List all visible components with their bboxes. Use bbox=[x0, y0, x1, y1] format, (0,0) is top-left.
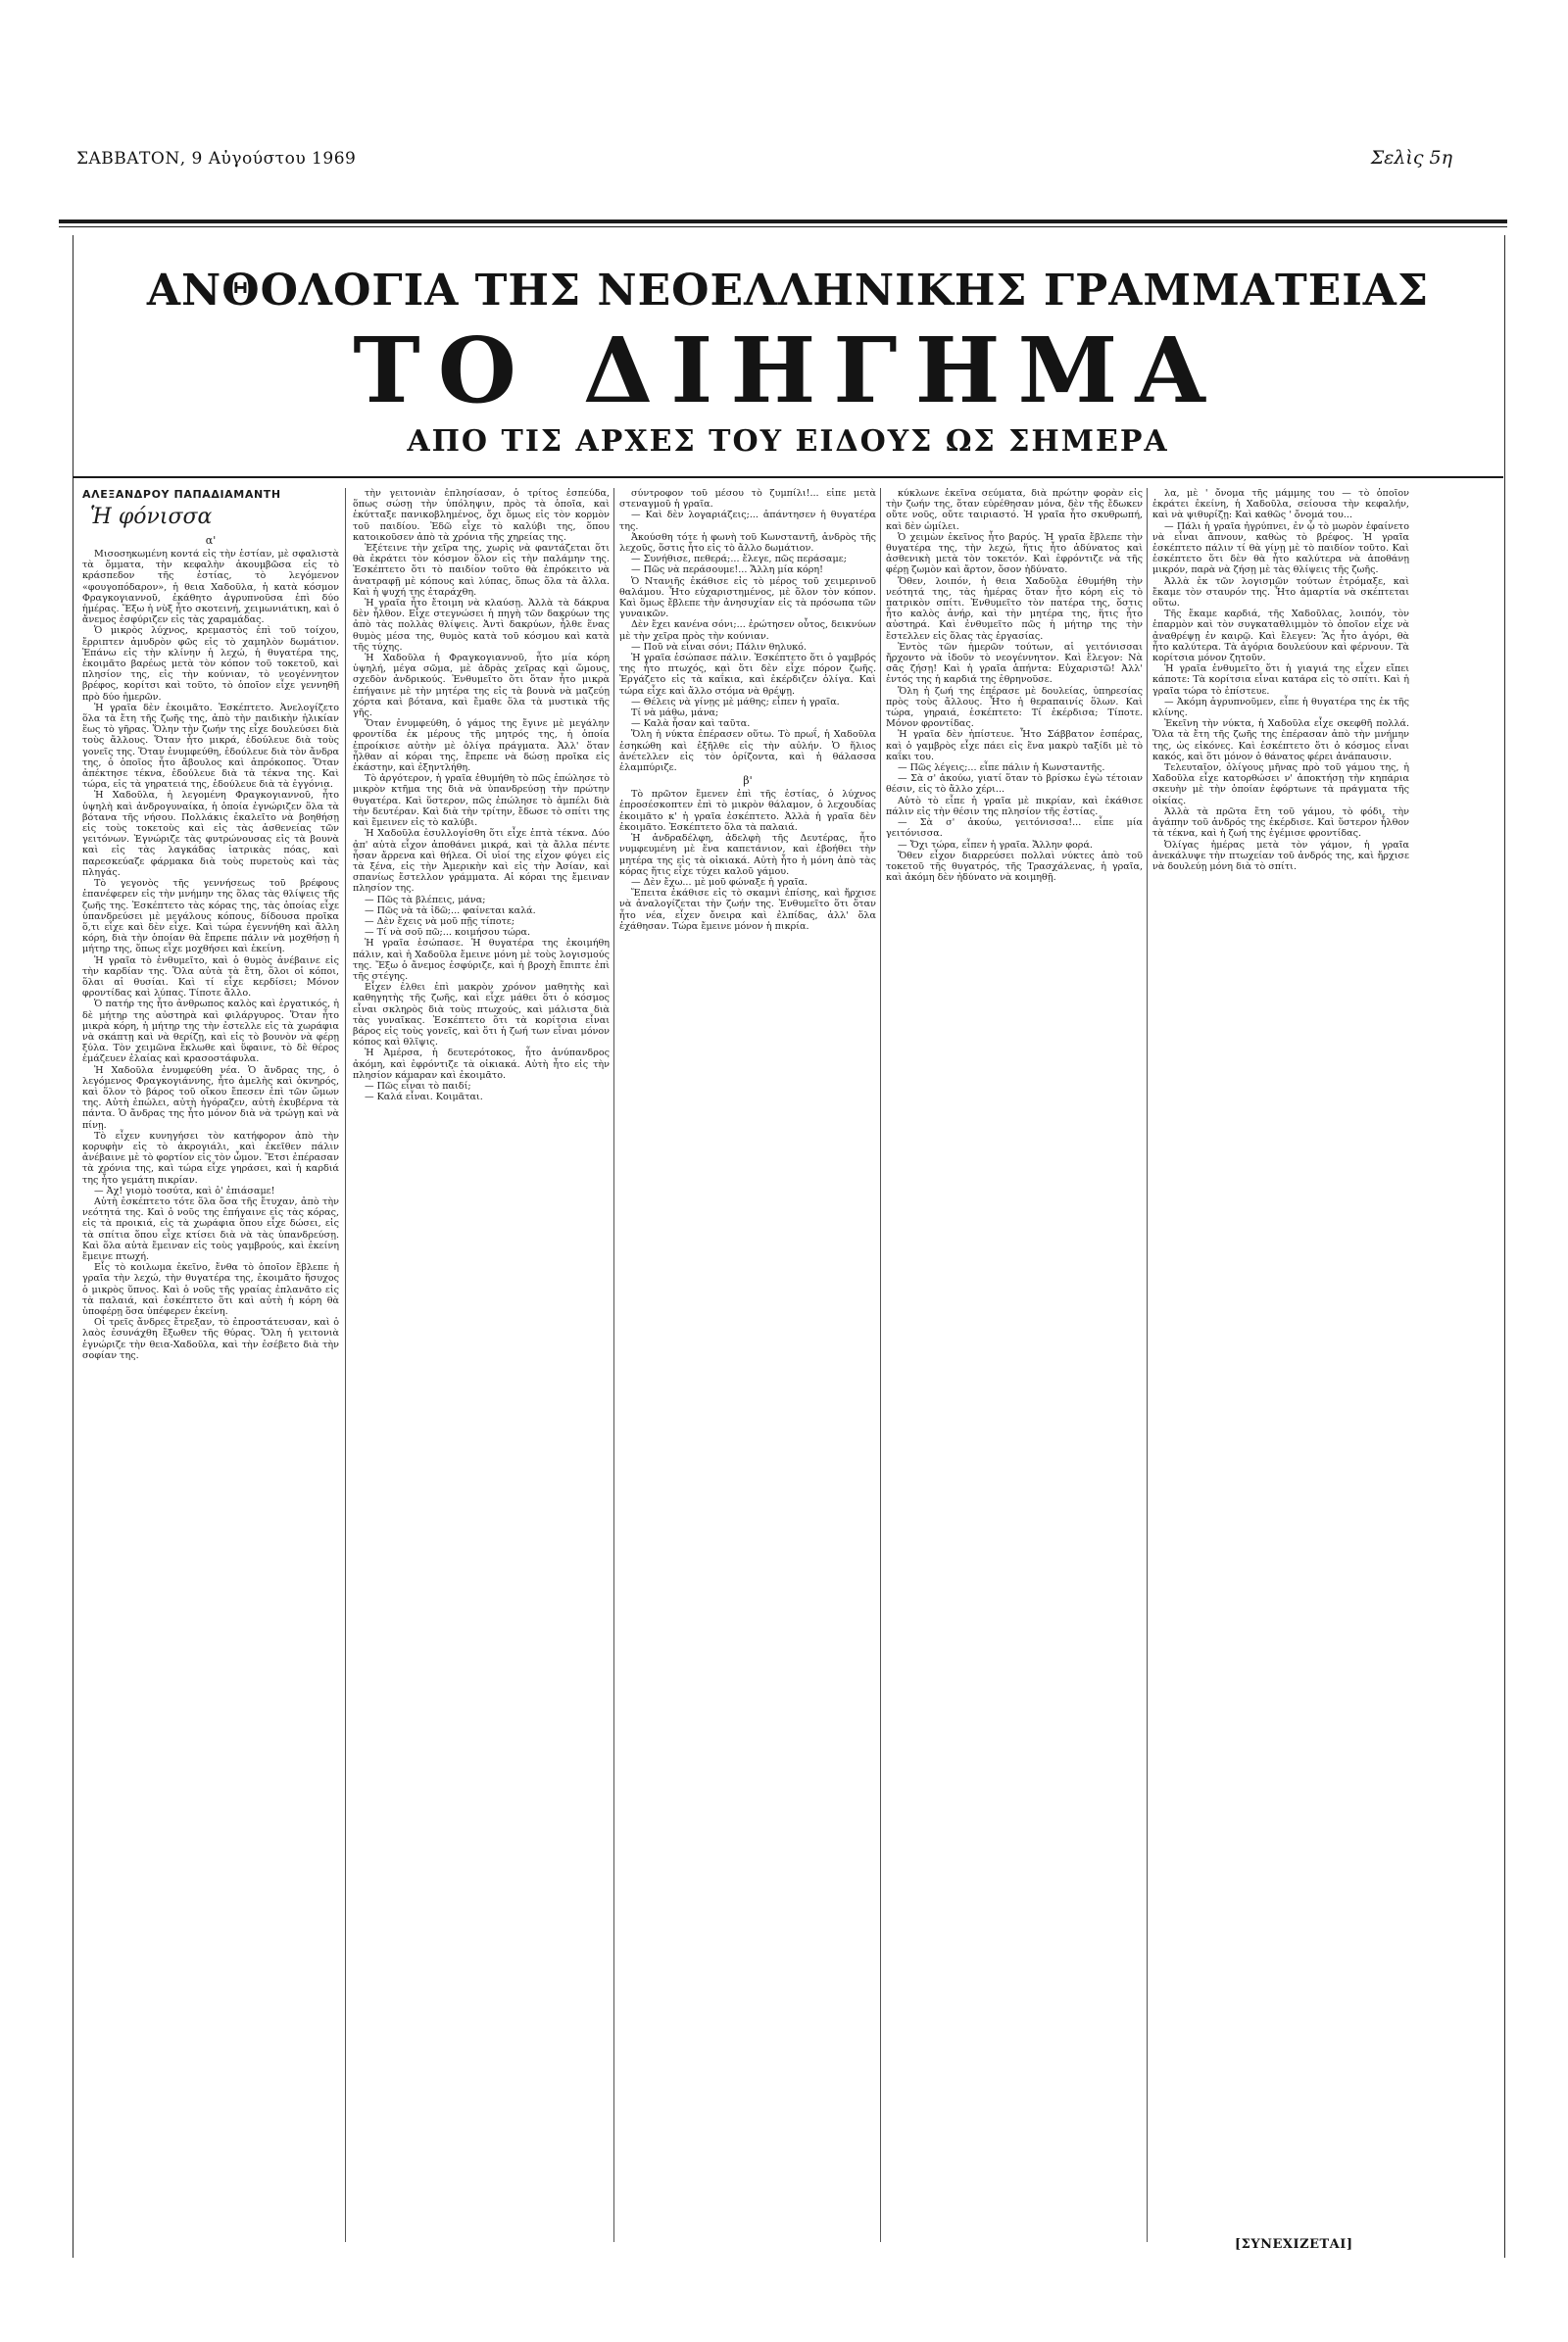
paragraph: Εἶς τὸ κοιλωμα ἐκεῖνο, ἔνθα τὸ ὁποῖον ἔβλεπε ἡ γραῖα τὴν λεχώ, τὴν θυγατέρα της, ἐκοιμᾶτο ἥσυχος ὁ μικρὸς ὕπνος. Καὶ ὁ νοῦς τῆς γραίας ἐπλανᾶτο εἰς τὰ παλαιά, καὶ ἐσκέπτετο ὅτι καὶ αὐτὴ ἡ κόρη θὰ ὑποφέρῃ ὅσα ὑπέφερεν ἐκείνη. bbox=[82, 1262, 339, 1318]
paragraph: — Σὰ σ' ἀκούω, γιατί ὅταν τὸ βρίσκω ἐγὼ τέτοιαν θέσιν, εἰς τὸ ἄλλο χέρι... bbox=[886, 773, 1143, 796]
paragraph: σύντροφον τοῦ μέσου τὸ ζυμπίλι!... εἶπε μετὰ στεναγμοῦ ἡ γραῖα. bbox=[619, 488, 876, 511]
paragraph: Ἐκεῖνη τὴν νύκτα, ἡ Χαδοῦλα εἶχε σκεφθῆ πολλά. Ὅλα τὰ ἔτη τῆς ζωῆς της ἐπέρασαν ἀπὸ τὴν μνήμην της, ὡς εἰκόνες. Καὶ ἐσκέπτετο ὅτι ὁ κόσμος εἶναι κακός, καὶ ὅτι μόνον ὁ θάνατος φέρει ἀνάπαυσιν. bbox=[1152, 718, 1409, 762]
paragraph: — Ἀκόμη ἀγρυπνοῦμεν, εἶπε ἡ θυγατέρα της ἐκ τῆς κλίνης. bbox=[1152, 696, 1409, 719]
paragraph: — Δὲν ἔχω... μὲ μοῦ φώναξε ἡ γραῖα. bbox=[631, 876, 808, 888]
paragraph: — Πῶς εἶναι τὸ παιδί; bbox=[365, 1080, 471, 1092]
anthology-heading: ΑΝΘΟΛΟΓΙΑ ΤΗΣ ΝΕΟΕΛΛΗΝΙΚΗΣ ΓΡΑΜΜΑΤΕΙΑΣ bbox=[146, 266, 1430, 316]
story-title: Ἡ φόνισσα bbox=[90, 505, 213, 529]
text-column-5 bbox=[1152, 488, 1409, 2252]
paragraph: Ἀκούσθη τότε ἡ φωνὴ τοῦ Κωνσταντῆ, ἀνδρὸς τῆς λεχοῦς, ὅστις ἦτο εἰς τὸ ἄλλο δωμάτιον. bbox=[619, 531, 876, 555]
paragraph: Ἐξέτεινε τὴν χεῖρα της, χωρὶς νὰ φαντάζεται ὅτι θὰ ἐκράτει τὸν κόσμον ὅλον εἰς τὴν παλάμην της. Ἐσκέπτετο ὅτι τὸ παιδίον τοῦτο θὰ ἐπρόκειτο νὰ ἀνατραφῇ μὲ κόπους καὶ λύπας, ὅπως ὅλα τὰ ἄλλα. Καὶ ἡ ψυχή της ἐταράχθη. bbox=[353, 543, 610, 598]
column-1-body bbox=[82, 549, 339, 1361]
paragraph: Ἡ γραῖα τὸ ἐνθυμεῖτο, καὶ ὁ θυμὸς ἀνέβαινε εἰς τὴν καρδίαν της. Ὅλα αὐτὰ τὰ ἔτη, ὅλοι οἱ κόποι, ὅλαι αἱ θυσίαι. Καὶ τί εἶχε κερδίσει; Μόνον φροντίδας καὶ λύπας. Τίποτε ἄλλο. bbox=[82, 954, 339, 1000]
column-divider bbox=[613, 488, 614, 2242]
paragraph: Αὐτὴ ἐσκέπτετο τότε ὅλα ὅσα τῆς ἔτυχαν, ἀπὸ τὴν νεότητά της. Καὶ ὁ νοῦς της ἐπήγαινε εἰς τὰς κόρας, εἰς τὰ προικιά, εἰς τὰ χωράφια ὅπου εἶχε δώσει, εἰς τὰ σπίτια ὅπου εἶχε κτίσει διὰ νὰ τὰς ὑπανδρεύσῃ. Καὶ ὅλα αὐτὰ ἔμειναν εἰς τοὺς γαμβρούς, καὶ ἐκείνη ἔμεινε πτωχή. bbox=[82, 1195, 339, 1262]
paragraph: Ὁ χειμὼν ἐκεῖνος ἦτο βαρύς. Ἡ γραῖα ἔβλεπε τὴν θυγατέρα της, τὴν λεχώ, ἥτις ἦτο ἀδύνατος καὶ ἀσθενικὴ μετὰ τὸν τοκετόν. Καὶ ἐφρόντιζε νὰ τῆς φέρῃ ζωμὸν καὶ ἄρτον, ὅσον ἠδύνατο. bbox=[886, 531, 1143, 576]
paragraph: Ἡ Χαδοῦλα ἐσυλλογίσθη ὅτι εἶχε ἐπτὰ τέκνα. Δύο ἀπ' αὐτὰ εἶχον ἀποθάνει μικρά, καὶ τὰ ἄλλα πέντε ἦσαν ἄρρενα καὶ θήλεα. Οἱ υἱοί της εἶχον φύγει εἰς τὰ ξένα, εἰς τὴν Ἀμερικὴν καὶ εἰς τὴν Ἀσίαν, καὶ σπανίως ἔστελλον γράμματα. Αἱ κόραι της ἔμειναν πλησίον της. bbox=[353, 828, 610, 895]
paragraph: Ὁ μικρὸς λύχνος, κρεμαστὸς ἐπὶ τοῦ τοίχου, ἔρριπτεν ἀμυδρὸν φῶς εἰς τὸ χαμηλὸν δωμάτιον. Ἐπάνω εἰς τὴν κλίνην ἡ λεχώ, ἡ θυγατέρα της, ἐκοιμᾶτο βαρέως μετὰ τὸν κόπον τοῦ τοκετοῦ, καὶ πλησίον της, εἰς τὴν κούνιαν, τὸ νεογέννητον βρέφος, κορίτσι καὶ τοῦτο, τὸ ὁποῖον εἶχε γεννηθῆ πρὸ δύο ἡμερῶν. bbox=[82, 625, 339, 703]
paragraph: — Καλά εἶναι. Κοιμᾶται. bbox=[365, 1092, 483, 1103]
paragraph: Ὅθεν, λοιπόν, ἡ θεια Χαδοῦλα ἐθυμήθη τὴν νεότητά της, τὰς ἡμέρας ὅταν ἦτο κόρη εἰς τὸ πατρικὸν σπίτι. Ἐνθυμεῖτο τὸν πατέρα της, ὅστις ἦτο καλὸς ἀνήρ, καὶ τὴν μητέρα της, ἥτις ἦτο αὐστηρά. Καὶ ἐνθυμεῖτο πῶς ἡ μήτηρ της τὴν ἔστελλεν εἰς ὅλας τὰς ἐργασίας. bbox=[886, 575, 1143, 642]
text-column-2 bbox=[353, 488, 610, 2252]
paragraph: — Πῶς νὰ περάσουμε!... Ἄλλη μία κόρη! bbox=[631, 564, 823, 576]
paragraph: — Σὰ σ' ἀκούω, γειτόνισσα!... εἶπε μία γειτόνισσα. bbox=[886, 817, 1143, 840]
paragraph: β' bbox=[743, 774, 753, 788]
paragraph: Ἡ Ἀμέρσα, ἡ δευτερότοκος, ἦτο ἀνύπανδρος ἀκόμη, καὶ ἐφρόντιζε τὰ οἰκιακά. Αὐτὴ ἦτο εἰς τὴν πλησίον κάμαραν καὶ ἐκοιμᾶτο. bbox=[353, 1048, 610, 1081]
section-subtitle: ΑΠΟ ΤΙΣ ΑΡΧΕΣ ΤΟΥ ΕΙΔΟΥΣ ΩΣ ΣΗΜΕΡΑ bbox=[407, 424, 1169, 459]
issue-date: ΣΑΒΒΑΤΟΝ, 9 Αὐγούστου 1969 bbox=[76, 149, 357, 169]
paragraph: Ἡ γραῖα ἦτο ἔτοιμη νὰ κλαύσῃ. Ἀλλὰ τὰ δάκρυα δὲν ἦλθον. Εἶχε στεγνώσει ἡ πηγὴ τῶν δακρύων της ἀπὸ τὰς πολλὰς θλίψεις. Ἀντὶ δακρύων, ἦλθε ἕνας θυμὸς μέσα της, θυμὸς κατὰ τοῦ κόσμου καὶ κατὰ τῆς τύχης. bbox=[353, 598, 610, 653]
paragraph: — Τί νὰ σοῦ πῶ;... κοιμήσου τώρα. bbox=[365, 927, 531, 939]
paragraph: — Πάλι ἡ γραῖα ἠγρύπνει, ἐν ᾧ τὸ μωρὸν ἐφαίνετο νὰ εἶναι ἄπνουν, καθὼς τὸ βρέφος. Ἡ γραῖα ἐσκέπτετο πάλιν τί θὰ γίνῃ μὲ τὸ παιδίον τοῦτο. Καὶ ἐσκέπτετο ὅτι δὲν θὰ ἦτο καλύτερα νὰ ἀποθάνῃ μικρόν, παρὰ νὰ ζήσῃ μὲ τὰς θλίψεις τῆς ζωῆς. bbox=[1152, 520, 1409, 576]
paragraph: Μισοσηκωμένη κοντά εἰς τὴν ἑστίαν, μὲ σφαλιστὰ τὰ ὄμματα, τὴν κεφαλὴν ἀκουμβῶσα εἰς τὸ κράσπεδον τῆς ἑστίας, τὸ λεγόμενον «φουγοπόδαρον», ἡ θεια Χαδοῦλα, ἡ κατὰ κόσμον Φραγκογιαννοῦ, ἐκάθητο ἀγρυπνοῦσα ἐπὶ δύο ἡμέρας. Ἔξω ἡ νὺξ ἦτο σκοτεινή, χειμωνιάτικη, καὶ ὁ ἄνεμος ἐσφύριζεν εἰς τὰς χαραμάδας. bbox=[82, 549, 339, 626]
paragraph: κύκλωνε ἐκεῖνα σεύματα, διὰ πρώτην φορὰν εἰς τὴν ζωήν της, ὅταν εὑρέθησαν μόνα, δὲν τῆς ἔδωκεν οὔτε νοῦς, οὔτε ταιριαστό. Ἡ γραῖα ἦτο σκυθρωπή, καὶ δὲν ὡμίλει. bbox=[886, 488, 1143, 532]
paragraph: Ἀλλὰ ἐκ τῶν λογισμῶν τούτων ἐτρόμαξε, καὶ ἔκαμε τὸν σταυρόν της. Ἦτο ἁμαρτία νὰ σκέπτεται οὕτω. bbox=[1152, 575, 1409, 610]
paragraph: Ἡ Χαδοῦλα ἡ Φραγκογιαννοῦ, ἦτο μία κόρη ὑψηλή, μέγα σῶμα, μὲ ἀδρὰς χεῖρας καὶ ὤμους, σχεδὸν ἀνδρικούς. Ἐνθυμεῖτο ὅτι ὅταν ἦτο μικρὰ ἐπήγαινε μὲ τὴν μητέρα της εἰς τὰ βουνὰ νὰ μαζεύῃ χόρτα καὶ βότανα, καὶ ἔμαθε ὅλα τὰ μυστικὰ τῆς γῆς. bbox=[353, 653, 610, 719]
paragraph: Ὁ πατήρ της ἦτο ἀνθρωπος καλὸς καὶ ἐργατικός, ἡ δὲ μήτηρ της αὐστηρὰ καὶ φιλάργυρος. Ὅταν ἦτο μικρὰ κόρη, ἡ μήτηρ της τὴν ἐστελλε εἰς τὰ χωράφια νὰ σκάπτῃ καὶ νὰ θερίζῃ, καὶ εἰς τὸ βουνὸν νὰ φέρῃ ξύλα. Τὸν χειμῶνα ἔκλωθε καὶ ὕφαινε, τὸ δὲ θέρος ἐμάζευεν ἐλαίας καὶ κρασοστάφυλα. bbox=[82, 999, 339, 1065]
paragraph: Ὅθεν εἶχον διαρρεύσει πολλαὶ νύκτες ἀπὸ τοῦ τοκετοῦ τῆς θυγατρός, τῆς Τρασχάλενας, ἡ γραῖα, καὶ ἀκόμη δὲν ἠδύνατο νὰ κοιμηθῇ. bbox=[886, 850, 1143, 884]
paragraph: Ἡ Χαδοῦλα, ἡ λεγομένη Φραγκογιαννοῦ, ἦτο ὑψηλὴ καὶ ἀνδρογυναίκα, ἡ ὁποία ἐγνώριζεν ὅλα τὰ βότανα τῆς νήσου. Πολλάκις ἐκαλεῖτο νὰ βοηθήσῃ εἰς τοὺς τοκετοὺς καὶ εἰς τὰς ἀσθενείας τῶν γειτόνων. Ἐγνώριζε τὰς φυτρώνουσας εἰς τὰ βουνὰ καὶ εἰς τὰς λαγκάδας ἰατρικὰς πόας, καὶ παρεσκεύαζε φάρμακα διὰ τοὺς πυρετοὺς καὶ τὰς πληγάς. bbox=[82, 790, 339, 878]
paragraph: — Θέλεις νὰ γίνῃς μὲ μάθης; εἶπεν ἡ γραῖα. bbox=[631, 696, 840, 707]
paragraph: — Δὲν ἔχεις νὰ μοῦ πῇς τίποτε; bbox=[365, 915, 515, 927]
column-divider bbox=[880, 488, 881, 2242]
paragraph: Ὅλη ἡ ζωή της ἐπέρασε μὲ δουλείας, ὑπηρεσίας πρὸς τοὺς ἄλλους. Ἦτο ἡ θεραπαινίς ὅλων. Καὶ τώρα, γηραιά, ἐσκέπτετο: Τί ἐκέρδισα; Τίποτε. Μόνον φροντίδας. bbox=[886, 685, 1143, 730]
header-rule-thin bbox=[59, 226, 1507, 227]
paragraph: — Ὄχι τώρα, εἶπεν ἡ γραῖα. Ἄλλην φορά. bbox=[898, 839, 1093, 851]
paragraph: Τὸ εἶχεν κυνηγήσει τὸν κατήφορον ἀπὸ τὴν κορυφὴν εἰς τὸ ἀκρογιάλι, καὶ ἐκεῖθεν πάλιν ἀνέβαινε μὲ τὸ φορτίον εἰς τὸν ὦμον. Ἔτσι ἐπέρασαν τὰ χρόνια της, καὶ τώρα εἶχε γηράσει, καὶ ἡ καρδιά της ἦτο γεμάτη πικρίαν. bbox=[82, 1130, 339, 1186]
text-column-3 bbox=[619, 488, 876, 2252]
paragraph: Ὅταν ἐνυμφεύθη, ὁ γάμος της ἔγινε μὲ μεγάλην φροντίδα ἐκ μέρους τῆς μητρός της, ἡ ὁποία ἐπροίκισε αὐτὴν μὲ ὀλίγα πράγματα. Ἀλλ' ὅταν ἦλθαν αἱ κόραι της, ἔπρεπε νὰ δώσῃ προῖκα εἰς ἑκάστην, καὶ ἐξηντλήθη. bbox=[353, 718, 610, 774]
paragraph: Τὸ ἀργότερον, ἡ γραῖα ἐθυμήθη τὸ πῶς ἐπώλησε τὸ μικρὸν κτῆμα της διὰ νὰ ὑπανδρεύσῃ τὴν πρώτην θυγατέρα. Καὶ ὕστερον, πῶς ἐπώλησε τὸ ἀμπέλι διὰ τὴν δευτέραν. Καὶ διὰ τὴν τρίτην, ἔδωσε τὸ σπίτι της καὶ ἔμεινεν εἰς τὸ καλύβι. bbox=[353, 773, 610, 829]
paragraph: Ἡ γραῖα ἐνθυμεῖτο ὅτι ἡ γιαγιά της εἶχεν εἴπει κάποτε: Τὰ κορίτσια εἶναι κατάρα εἰς τὸ σπίτι. Καὶ ἡ γραῖα τώρα τὸ ἐπίστευε. bbox=[1152, 663, 1409, 697]
masthead-rule bbox=[73, 476, 1503, 478]
column-5-body bbox=[1152, 488, 1409, 872]
page-folio bbox=[0, 135, 1568, 174]
paragraph: Ὅλη ἡ νύκτα ἐπέρασεν οὕτω. Τὸ πρωΐ, ἡ Χαδοῦλα ἐσηκώθη καὶ ἐξῆλθε εἰς τὴν αὐλήν. Ὁ ἥλιος ἀνέτελλεν εἰς τὸν ὁρίζοντα, καὶ ἡ θάλασσα ἐλαμπύριζε. bbox=[619, 729, 876, 774]
text-column-1 bbox=[82, 488, 339, 2252]
paragraph: — Συνήθισε, πεθερά;... ἔλεγε, πῶς περάσαμε; bbox=[631, 554, 847, 565]
author-name: ΑΛΕΞΑΝΔΡΟΥ ΠΑΠΑΔΙΑΜΑΝΤΗ bbox=[82, 488, 281, 501]
paragraph: λα, μὲ ' ὄνομα τῆς μάμμης του — τὸ ὁποῖον ἐκράτει ἐκείνη, ἡ Χαδοῦλα, σείουσα τὴν κεφαλήν, καὶ νὰ ψιθυρίζῃ: Καὶ καθῶς ' ὄνομά του... bbox=[1152, 488, 1409, 521]
paragraph: — Πῶς νὰ τὰ ἰδῶ;... φαίνεται καλά. bbox=[365, 904, 536, 916]
paragraph: — Ποῦ νὰ εἶναι σόνι; Πάλιν θηλυκό. bbox=[631, 641, 807, 653]
paragraph: Ἡ Χαδοῦλα ἐνυμφεύθη νέα. Ὁ ἄνδρας της, ὁ λεγόμενος Φραγκογιάννης, ἦτο ἀμελὴς καὶ ὀκνηρός, καὶ ὅλον τὸ βάρος τοῦ οἴκου ἔπεσεν ἐπὶ τῶν ὤμων της. Αὐτὴ ἐπώλει, αὐτὴ ἠγόραζεν, αὐτὴ ἐκυβέρνα τὰ πάντα. Ὁ ἄνδρας της ἦτο μόνον διὰ νὰ τρώγῃ καὶ νὰ πίνῃ. bbox=[82, 1064, 339, 1131]
paragraph: Τελευταῖον, ὀλίγους μῆνας πρὸ τοῦ γάμου της, ἡ Χαδοῦλα εἶχε κατορθώσει ν' ἀποκτήσῃ τὴν κηπάρια σκευὴν μὲ τὴν ὁποίαν ἐφόρτωνε τὰ πράγματα τῆς οἰκίας. bbox=[1152, 762, 1409, 806]
paragraph: — Πῶς τὰ βλέπεις, μάνα; bbox=[365, 894, 486, 905]
paragraph: Ἐντὸς τῶν ἡμερῶν τούτων, αἱ γειτόνισσαι ἤρχοντο νὰ ἰδοῦν τὸ νεογέννητον. Καὶ ἔλεγον: Νὰ σᾶς ζήσῃ! Καὶ ἡ γραῖα ἀπήντα: Εὐχαριστῶ! Ἀλλ' ἐντός της ἡ καρδιά της ἐθρηνοῦσε. bbox=[886, 641, 1143, 686]
paragraph: Τὸ πρῶτον ἔμενεν ἐπὶ τῆς ἑστίας, ὁ λύχνος ἐπροσέσκοπτεν ἐπὶ τὸ μικρὸν θάλαμον, ὁ λεχουδίας ἐκοιμᾶτο κ' ἡ γραῖα ἐσκέπτετο. Ἀλλὰ ἡ γραῖα δὲν ἐκοιμᾶτο. Ἐσκέπτετο ὅλα τὰ παλαιά. bbox=[619, 789, 876, 833]
column-4-body bbox=[886, 488, 1143, 883]
paragraph: Ἀλλὰ τὰ πρῶτα ἔτη τοῦ γάμου, τὸ φόδι, τὴν ἀγάπην τοῦ ἀνδρός της ἐκέρδισε. Καὶ ὕστερον ἦλθον τὰ τέκνα, καὶ ἡ ζωή της ἐγέμισε φροντίδας. bbox=[1152, 805, 1409, 840]
paragraph: Ἡ γραῖα δὲν ἠπίστευε. Ἦτο Σάββατον ἑσπέρας, καὶ ὁ γαμβρὸς εἶχε πάει εἰς ἕνα μακρὺ ταξίδι μὲ τὸ καΐκι του. bbox=[886, 729, 1143, 762]
paragraph: τὴν γειτονιὰν ἐπλησίασαν, ὁ τρίτος ἐσπεύδα, ὅπως σώσῃ τὴν ὑπόληψιν, πρὸς τὰ ὁποῖα, καὶ ἐκύτταξε πανικοβλημένος, ὄχι ὅμως εἰς τὸν κορμὸν τοῦ παιδίου. Ἐδῶ εἶχε τὸ καλύβι της, ὅπου κατοικοῦσεν ἀπὸ τὰ χρόνια τῆς χηρείας της. bbox=[353, 488, 610, 543]
continued-marker: [ΣΥΝΕΧΙΖΕΤΑΙ] bbox=[1235, 2237, 1353, 2252]
paragraph: — Καὶ δὲν λογαριάζεις;... ἀπάντησεν ἡ θυγατέρα της. bbox=[619, 510, 876, 532]
paragraph: Εἶχεν ἐλθει ἐπὶ μακρὸν χρόνον μαθητὴς καὶ καθηγητὴς τῆς ζωῆς, καὶ εἶχε μάθει ὅτι ὁ κόσμος εἶναι σκληρὸς διὰ τοὺς πτωχούς, καὶ μάλιστα διὰ τὰς γυναῖκας. Ἐσκέπτετο ὅτι τὰ κορίτσια εἶναι βάρος εἰς τοὺς γονεῖς, καὶ ὅτι ἡ ζωή των εἶναι μόνον κόπος καὶ θλῖψις. bbox=[353, 982, 610, 1049]
paragraph: Ἡ γραῖα ἐσώπασε πάλιν. Ἐσκέπτετο ὅτι ὁ γαμβρός της ἦτο πτωχός, καὶ ὅτι δὲν εἶχε πόρον ζωῆς. Ἐργάζετο εἰς τὰ καΐκια, καὶ ἐκέρδιζεν ὀλίγα. Καὶ τώρα εἶχε καὶ ἄλλο στόμα νὰ θρέψῃ. bbox=[619, 653, 876, 697]
column-3-body bbox=[619, 488, 876, 932]
column-divider bbox=[345, 488, 346, 2242]
paragraph: Οἱ τρεῖς ἄνδρες ἔτρεξαν, τὸ ἐπροστάτευσαν, καὶ ὁ λαὸς ἐσυνάχθη ἔξωθεν τῆς θύρας. Ὅλη ἡ γειτονιὰ ἐγνώριζε τὴν θεια-Χαδοῦλα, καὶ τὴν ἐσέβετο διὰ τὴν σοφίαν της. bbox=[82, 1317, 339, 1361]
text-column-4 bbox=[886, 488, 1143, 2252]
paragraph: Ἡ γραῖα δὲν ἐκοιμᾶτο. Ἐσκέπτετο. Ἀνελογίζετο ὅλα τὰ ἔτη τῆς ζωῆς της, ἀπὸ τὴν παιδικὴν ἡλικίαν ἕως τὸ γῆρας. Ὅλην τὴν ζωήν της εἶχε δουλεύσει διὰ τοὺς ἄλλους. Ὅταν ἦτο μικρά, ἐδούλευε διὰ τοὺς γονεῖς της. Ὅταν ἐνυμφεύθη, ἐδούλευε διὰ τὸν ἄνδρα της, ὁ ὁποῖος ἦτο ἄβουλος καὶ ἀπρόκοπος. Ὅταν ἀπέκτησε τέκνα, ἐδούλευε διὰ τὰ τέκνα της. Καὶ τώρα, εἰς τὰ γηρατειά της, ἐδούλευε διὰ τὰ ἐγγόνια. bbox=[82, 702, 339, 791]
masthead bbox=[73, 267, 1503, 459]
page-number: Σελὶς 5η bbox=[1370, 147, 1452, 169]
paragraph: Ἡ ἀνδραδέλφη, ἀδελφὴ τῆς Δευτέρας, ἦτο νυμφευμένη μὲ ἕνα καπετάνιον, καὶ ἐβοήθει τὴν μητέρα της εἰς τὰ οἰκιακά. Αὐτὴ ἦτο ἡ μόνη ἀπὸ τὰς κόρας ἥτις εἶχε τύχει καλοῦ γάμου. bbox=[619, 833, 876, 877]
paragraph: Τῆς ἔκαμε καρδιά, τῆς Χαδοῦλας, λοιπόν, τὸν ἐπαρμὸν καὶ τὸν συγκαταθλιμμὸν τὸ ὁποῖον εἶχε νὰ ἀναθρέψῃ ἐν καιρῷ. Καὶ ἔλεγεν: Ἂς ἦτο ἀγόρι, θὰ ἦτο καλύτερα. Τὰ ἀγόρια δουλεύουν καὶ φέρνουν. Τὰ κορίτσια μόνον ζητοῦν. bbox=[1152, 609, 1409, 664]
paragraph: Τί νὰ μάθω, μάνα; bbox=[631, 707, 719, 719]
paragraph: — Καλὰ ἦσαν καὶ ταῦτα. bbox=[631, 718, 751, 730]
column-divider bbox=[1147, 488, 1148, 2242]
paragraph: Ἡ γραῖα ἐσώπασε. Ἡ θυγατέρα της ἐκοιμήθη πάλιν, καὶ ἡ Χαδοῦλα ἔμεινε μόνη μὲ τοὺς λογισμούς της. Ἔξω ὁ ἄνεμος ἐσφύριζε, καὶ ἡ βροχὴ ἔπιπτε ἐπὶ τῆς στέγης. bbox=[353, 938, 610, 982]
paragraph: — Πῶς λέγεις;... εἶπε πάλιν ἡ Κωνσταντῆς. bbox=[898, 762, 1105, 774]
header-rule-thick bbox=[59, 220, 1507, 223]
paragraph: Ὁ Ντανιῆς ἐκάθισε εἰς τὸ μέρος τοῦ χειμερινοῦ θαλάμου. Ἦτο εὐχαριστημένος, μὲ ὅλον τὸν κόπον. Καὶ ὅμως ἔβλεπε τὴν ἀνησυχίαν εἰς τὰ πρόσωπα τῶν γυναικῶν. bbox=[619, 575, 876, 620]
paragraph: Αὐτὸ τὸ εἶπε ἡ γραῖα μὲ πικρίαν, καὶ ἐκάθισε πάλιν εἰς τὴν θέσιν της πλησίον τῆς ἑστίας. bbox=[886, 795, 1143, 817]
chapter-number: α' bbox=[205, 534, 217, 547]
column-2-body bbox=[353, 488, 610, 1102]
paragraph: — Ἀχ! γιομὸ τοσύτα, καὶ ὁ' ἐπιάσαμε! bbox=[94, 1185, 275, 1196]
paragraph: Ἔπειτα ἐκάθισε εἰς τὸ σκαμνὶ ἐπίσης, καὶ ἤρχισε νὰ ἀναλογίζεται τὴν ζωήν της. Ἐνθυμεῖτο ὅτι ὅταν ἦτο νέα, εἶχεν ὄνειρα καὶ ἐλπίδας, ἀλλ' ὅλα ἐχάθησαν. Τώρα ἔμεινε μόνον ἡ πικρία. bbox=[619, 888, 876, 932]
paragraph: Ὀλίγας ἡμέρας μετὰ τὸν γάμον, ἡ γραῖα ἀνεκάλυψε τὴν πτωχείαν τοῦ ἀνδρός της, καὶ ἤρχισε νὰ δουλεύῃ μόνη διὰ τὸ σπίτι. bbox=[1152, 839, 1409, 872]
section-title: ΤΟ ΔΙΗΓΗΜΑ bbox=[353, 317, 1223, 423]
paragraph: Δὲν ἔχει κανένα σόνι;... ἐρώτησεν οὗτος, δεικνύων μὲ τὴν χεῖρα πρὸς τὴν κούνιαν. bbox=[619, 619, 876, 642]
paragraph: Τὸ γεγονὸς τῆς γεννήσεως τοῦ βρέφους ἐπανέφερεν εἰς τὴν μνήμην της ὅλας τὰς θλίψεις τῆς ζωῆς της. Ἐσκέπτετο τὰς κόρας της, τὰς ὁποίας εἶχε ὑπανδρεύσει μὲ μεγάλους κόπους, δίδουσα προῖκα ὅ,τι εἶχε καὶ δὲν εἶχε. Καὶ τώρα ἐγεννήθη καὶ ἄλλη κόρη, διὰ τὴν ὁποίαν θὰ ἔπρεπε πάλιν νὰ μοχθήσῃ ἡ μήτηρ της, ὅπως εἶχε μοχθήσει καὶ ἐκείνη. bbox=[82, 878, 339, 955]
